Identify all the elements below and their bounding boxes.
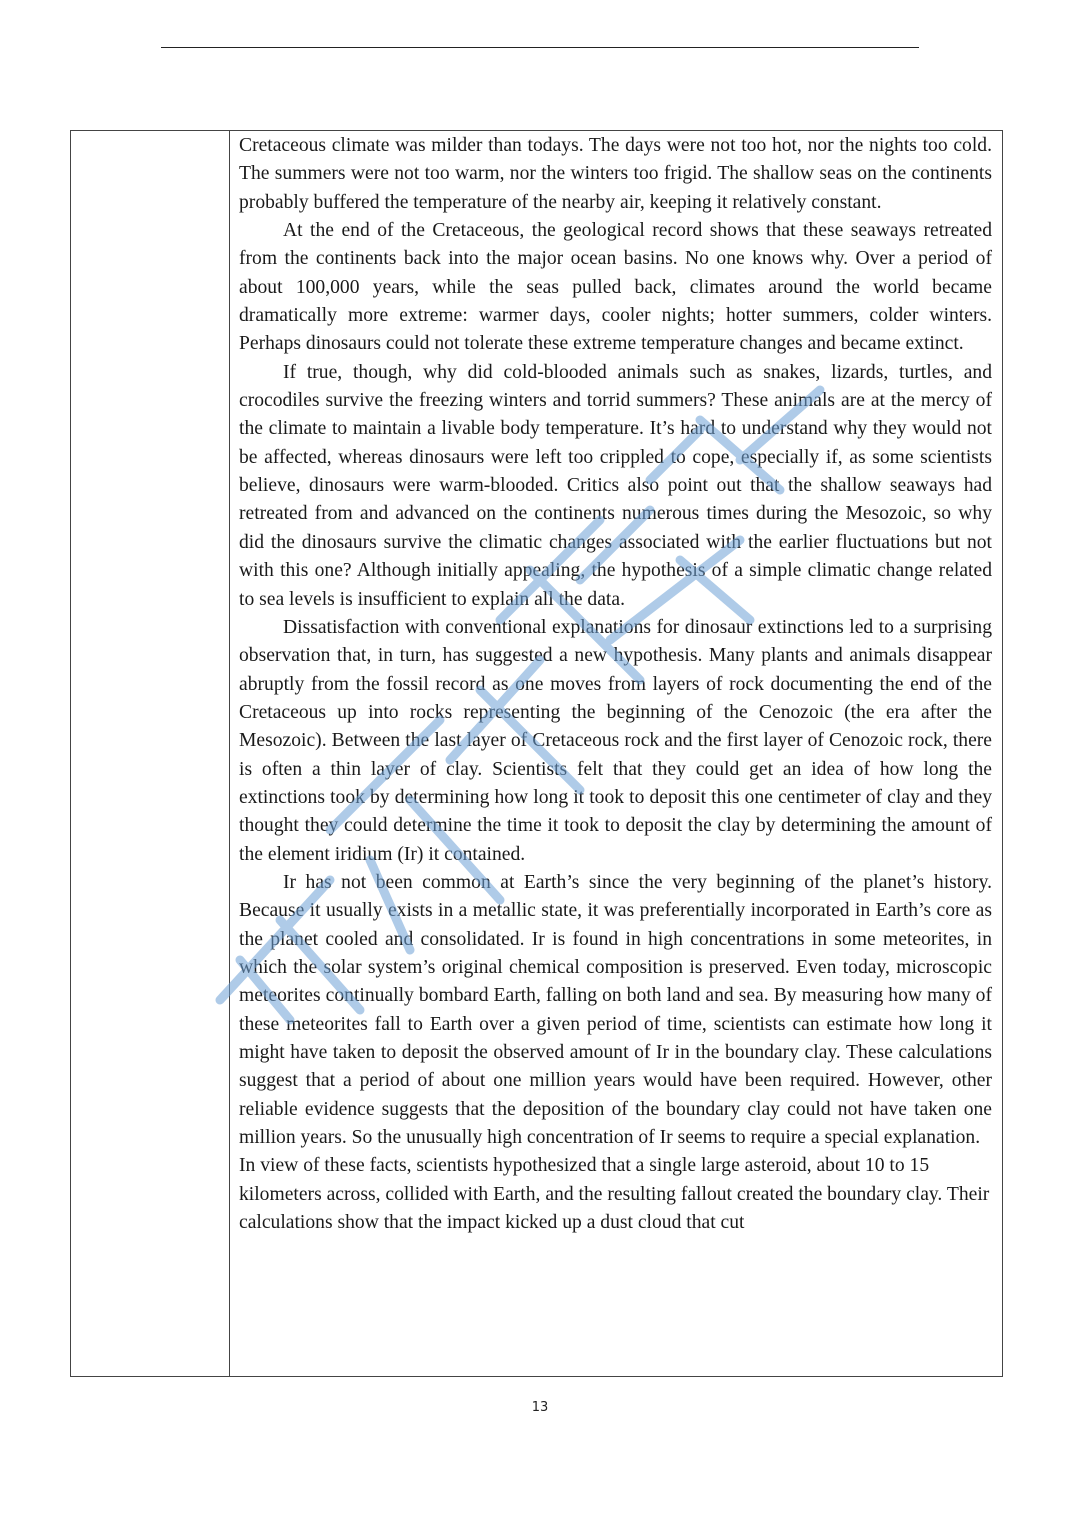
paragraph-1: Cretaceous climate was milder than todays. The days were not too hot, nor the nights too cold. The summers were not too warm, nor the winters too frigid. The shallow seas on the continents probably buffered the temperature of the nearby air, keeping it relatively constant.	[239, 135, 992, 213]
header-rule	[161, 47, 919, 48]
content-table	[70, 130, 1003, 1377]
paragraph-5: Ir has not been common at Earth’s since the very beginning of the planet’s history. Because it usually exists in a metallic state, it was preferentially incorporated in Earth’s core as the planet cooled and consolidated. Ir is found in high concentrations in some meteorites, in which the solar system’s original chemical composition is preserved. Even today, microscopic meteorites continually bombard Earth, falling on both land and sea. By measuring how many of these meteorites fall to Earth over a given period of time, scientists can estimate how long it might have taken to deposit the observed amount of Ir in the boundary clay. These calculations suggest that a period of about one million years would have been required. However, other reliable evidence suggests that the deposition of the boundary clay could not have taken one million years. So the unusually high concentration of Ir seems to require a special explanation.	[239, 871, 992, 1149]
page-number: 13	[531, 1400, 549, 1415]
paragraph-4: Dissatisfaction with conventional explanations for dinosaur extinctions led to a surprising observation that, in turn, has suggested a new hypothesis. Many plants and animals disappear abruptly from the fossil record as one moves from layers of rock documenting the end of the Cretaceous up into rocks representing the beginning of the Cenozoic (the era after the Mesozoic). Between the last layer of Cretaceous rock and the first layer of Cenozoic rock, there is often a thin layer of clay. Scientists felt that they could get an idea of how long the extinctions took by determining how long it took to deposit this one centimeter of clay and they thought they could determine the time it took to deposit the clay by determining the amount of the element iridium (Ir) it contained.	[239, 616, 992, 865]
paragraph-2: At the end of the Cretaceous, the geological record shows that these seaways retreated from the continents back into the major ocean basins. No one knows why. Over a period of about 100,000 years, while the seas pulled back, climates around the world became dramatically more extreme: warmer days, cooler nights; hotter summers, colder winters. Perhaps dinosaurs could not tolerate these extreme temperature changes and became extinct.	[239, 220, 992, 355]
paragraph-6: In view of these facts, scientists hypothesized that a single large asteroid, about 10 to 15 kilometers across, collided with Earth, and the resulting fallout created the boundary clay. Their calculations show that the impact kicked up a dust cloud that cut	[239, 1155, 990, 1234]
table-right-cell	[230, 131, 1002, 1376]
table-left-cell	[71, 131, 230, 1376]
paragraph-3: If true, though, why did cold-blooded animals such as snakes, lizards, turtles, and crocodiles survive the freezing winters and torrid summers? These animals are at the mercy of the climate to maintain a livable body temperature. It’s hard to understand why they would not be affected, whereas dinosaurs were left too crippled to cope, especially if, as some scientists believe, dinosaurs were warm-blooded. Critics also point out that the shallow seaways had retreated from and advanced on the continents numerous times during the Mesozoic, so why did the dinosaurs survive the climatic changes associated with the earlier fluctuations but not with this one? Although initially appealing, the hypothesis of a simple climatic change related to sea levels is insufficient to explain all the data.	[239, 361, 992, 610]
